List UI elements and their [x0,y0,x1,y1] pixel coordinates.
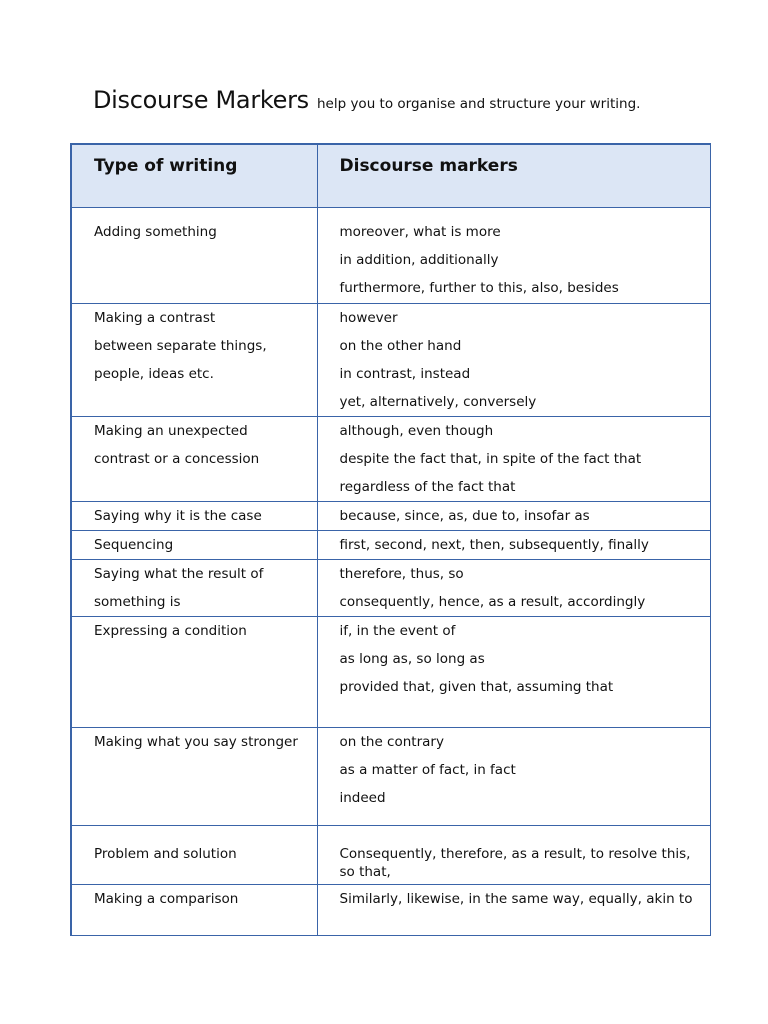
page-title: Discourse Markers [93,86,309,114]
discourse-markers-cell [317,825,710,884]
writing-type-cell-line: Problem and solution [94,845,237,862]
writing-type-cell-line: Making an unexpected [94,422,248,439]
page-heading [93,86,640,114]
discourse-markers-cell-line: therefore, thus, so [339,565,464,582]
discourse-markers-cell-line: because, since, as, due to, insofar as [339,507,590,524]
table-row [71,416,710,501]
writing-type-cell-line: Making a comparison [94,890,239,907]
table-row [71,530,710,559]
writing-type-cell [71,303,317,416]
writing-type-cell [71,825,317,884]
discourse-markers-cell [317,303,710,416]
table-row [71,559,710,616]
discourse-markers-cell-line: if, in the event of [339,622,456,639]
discourse-markers-cell [317,530,710,559]
discourse-markers-cell-line: moreover, what is more [339,223,501,240]
table-row [71,616,710,727]
table-header-row [71,144,710,207]
discourse-markers-cell [317,207,710,303]
discourse-markers-cell-line: furthermore, further to this, also, besides [339,279,619,296]
discourse-markers-cell [317,616,710,727]
discourse-markers-cell-line: consequently, hence, as a result, accordingly [339,593,646,610]
writing-type-cell-line: Saying what the result of [94,565,264,582]
page-subtitle: help you to organise and structure your writing. [316,96,641,112]
discourse-markers-table [70,143,711,936]
discourse-markers-cell-line: as long as, so long as [339,650,485,667]
writing-type-cell [71,727,317,825]
writing-type-cell-line: people, ideas etc. [94,365,214,382]
discourse-markers-cell-line: provided that, given that, assuming that [339,678,614,695]
writing-type-cell-line: between separate things, [94,337,267,354]
table-row [71,727,710,825]
writing-type-cell [71,207,317,303]
discourse-markers-cell [317,501,710,530]
table-row [71,825,710,884]
discourse-markers-cell-line: although, even though [339,422,494,439]
discourse-markers-cell-line: regardless of the fact that [339,478,516,495]
writing-type-cell-line: Saying why it is the case [94,507,262,524]
writing-type-cell-line: something is [94,593,181,610]
writing-type-cell [71,616,317,727]
writing-type-cell [71,501,317,530]
discourse-markers-cell-line: however [339,309,398,326]
table-row [71,303,710,416]
table-row [71,884,710,935]
discourse-markers-cell [317,727,710,825]
writing-type-cell-line: Making a contrast [94,309,216,326]
discourse-markers-cell-line: on the other hand [339,337,462,354]
discourse-markers-cell-line: in contrast, instead [339,365,471,382]
writing-type-cell [71,559,317,616]
writing-type-cell-line: contrast or a concession [94,450,260,467]
writing-type-cell [71,416,317,501]
discourse-markers-cell [317,416,710,501]
discourse-markers-cell-line: Similarly, likewise, in the same way, equally, akin to [339,890,693,907]
discourse-markers-cell-line: indeed [339,789,386,806]
discourse-markers-cell-line: despite the fact that, in spite of the fact that [339,450,642,467]
writing-type-cell-line: Adding something [94,223,217,240]
discourse-markers-cell-line: in addition, additionally [339,251,499,268]
discourse-markers-cell [317,559,710,616]
header-type-of-writing: Type of writing [71,144,317,207]
discourse-markers-cell-line: as a matter of fact, in fact [339,761,516,778]
discourse-markers-cell-line: yet, alternatively, conversely [339,393,537,410]
discourse-markers-cell-line: on the contrary [339,733,444,750]
writing-type-cell-line: Making what you say stronger [94,733,298,750]
writing-type-cell [71,530,317,559]
discourse-markers-cell-line: first, second, next, then, subsequently, finally [339,536,649,553]
header-discourse-markers: Discourse markers [317,144,710,207]
writing-type-cell-line: Sequencing [94,536,174,553]
table-row [71,207,710,303]
table-row [71,501,710,530]
writing-type-cell-line: Expressing a condition [94,622,247,639]
discourse-markers-cell-line: Consequently, therefore, as a result, to resolve this, so that, [339,845,691,880]
writing-type-cell [71,884,317,935]
discourse-markers-cell [317,884,710,935]
